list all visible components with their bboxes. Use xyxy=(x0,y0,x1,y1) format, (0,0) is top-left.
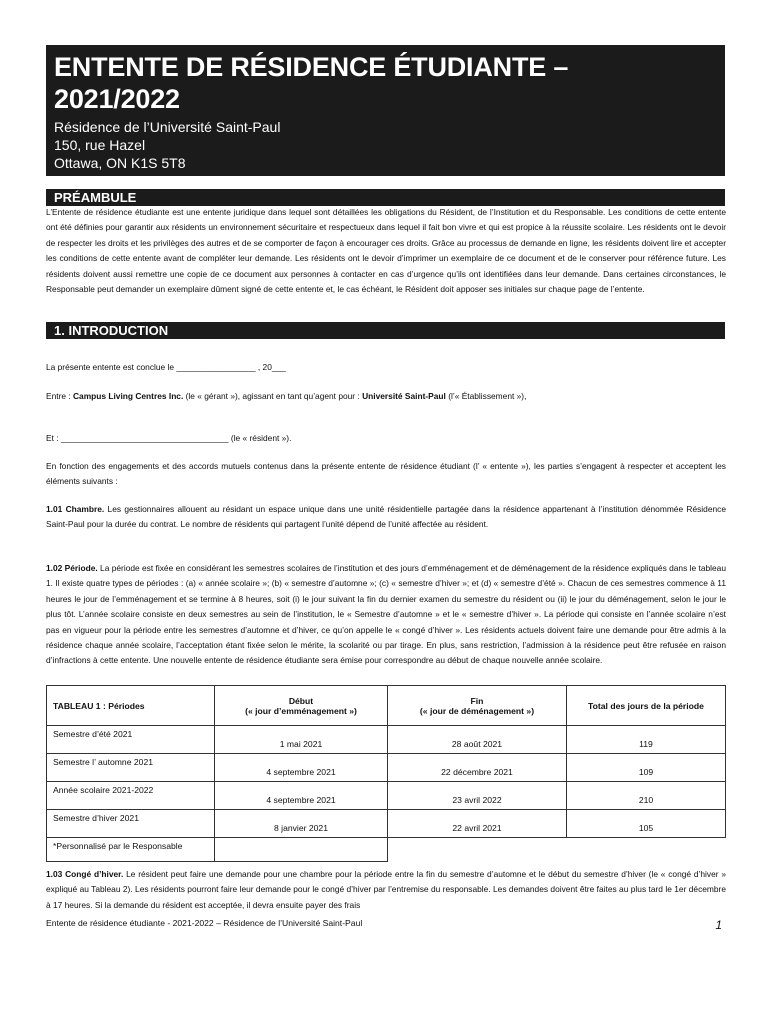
preambule-text: L’Entente de résidence étudiante est une entente juridique dans lequel sont détaillées les obligations du Résident, de l’Institution et du Responsable. Les conditions de cette entente ont été définies pour garantir aux résidents un environnement sécuritaire et respectueux dans lequel il fait bon vivre et qui est propice à la réussite scolaire. Les résidents ont le devoir de respecter les droits et les privilèges des autres et de se comporter de façon à encourager ces droits. Grâce au processus de demande en ligne, les résidents doivent lire et accepter les conditions de cette entente avant de compléter leur demande. Les résidents ont le devoir d’imprimer un exemplaire de ce document et de le conserver pour référence future. Les résidents doivent aussi remettre une copie de ce document aux personnes à contacter en cas d’urgence qu’ils ont identifiées dans leur demande. Dans certaines circonstances, le Responsable peut demander un exemplaire dûment signé de cette entente et, le cas échéant, le Résident doit apposer ses initiales sur chaque page de l’entente. xyxy=(46,207,726,295)
table-header-cell: TABLEAU 1 : Périodes xyxy=(47,686,215,726)
address-line-2: 150, rue Hazel xyxy=(54,137,146,153)
entre-suffix: (l’« Établissement »), xyxy=(445,391,527,401)
table-cell: Semestre l’ automne 2021 xyxy=(47,754,215,782)
entre-prefix: Entre : xyxy=(46,391,73,401)
table-header-cell: Fin (« jour de déménagement ») xyxy=(388,686,567,726)
table-cell: 4 septembre 2021 xyxy=(215,754,388,782)
table-cell: 23 avril 2022 xyxy=(388,782,567,810)
table-cell: 28 août 2021 xyxy=(388,726,567,754)
table-row xyxy=(47,810,726,838)
table-row xyxy=(47,754,726,782)
table-cell: 109 xyxy=(567,754,726,782)
page-footer: Entente de résidence étudiante - 2021-2022 – Résidence de l’Université Saint-Paul xyxy=(46,918,363,928)
entre-university: Université Saint-Paul xyxy=(362,391,446,401)
conclue-line: La présente entente est conclue le _________________ , 20___ xyxy=(46,362,286,372)
table-cell: Semestre d’été 2021 xyxy=(47,726,215,754)
table-cell: 119 xyxy=(567,726,726,754)
preambule-heading: PRÉAMBULE xyxy=(46,189,725,206)
table-cell: 8 janvier 2021 xyxy=(215,810,388,838)
section-102-text: La période est fixée en considérant les semestres scolaires de l’institution et des jours d’emménagement et de déménagement de la résidence expliqués dans le tableau 1. Il existe quatre types de périodes : (a) « année scolaire »; (b) « semestre d’automne »; (c) « semestre d’hiver »; et (d) « semestre d’été ». Chacun de ces semestres commence à 11 heures le jour de l’emménagement et se termine à 8 heures, soit (i) le jour suivant la fin du dernier examen du semestre du résident ou (ii) le jour du déménagement, selon le jour le plus tôt. L’année scolaire consiste en deux semestres au sein de l’institution, le « Semestre d’automne » et le « semestre d’hiver ». La période qui consiste en l’année scolaire n’est pas en vigueur pour la période entre les semestres d’automne et d’hiver, ce qu’on appelle le « congé d’hiver ». Les résidents actuels doivent faire une demande pour être admis à la résidence chaque année scolaire, l’acceptation étant fixée selon le mérite, la scolarité ou par tirage. En plus, sans restriction, l’admission à la résidence peut être refusée en raison d’infractions à cette entente. Une nouvelle entente de résidence étudiante sera émise pour correspondre au début de chaque nouvelle année scolaire. xyxy=(46,563,726,666)
section-102 xyxy=(46,561,726,669)
table-row xyxy=(47,726,726,754)
table-row xyxy=(47,782,726,810)
table-cell: 22 avril 2021 xyxy=(388,810,567,838)
address-line-1: Résidence de l’Université Saint-Paul xyxy=(54,119,281,135)
entre-company: Campus Living Centres Inc. xyxy=(73,391,184,401)
section-103 xyxy=(46,867,726,913)
table-cell xyxy=(215,838,388,862)
en-fonction-paragraph: En fonction des engagements et des accords mutuels contenus dans la présente entente de résidence étudiant (l’ « entente »), les parties s’engagent à respecter et acceptent les éléments suivants : xyxy=(46,461,726,487)
table-cell xyxy=(388,838,567,862)
et-line: Et : ____________________________________ (le « résident »). xyxy=(46,433,292,443)
table-cell: *Personnalisé par le Responsable xyxy=(47,838,215,862)
table-header-cell: Début (« jour d’emménagement ») xyxy=(215,686,388,726)
section-103-text: Le résident peut faire une demande pour une chambre pour la période entre la fin du semestre d’automne et le début du semestre d’hiver (le « congé d’hiver » expliqué au Tableau 2). Les résidents pourront faire leur demande pour le congé d’hiver par l’entremise du responsable. Les demandes doivent être faites au plus tard le 1er décembre à 17 heures. Si la demande du résident est acceptée, il devra ensuite payer des frais xyxy=(46,869,726,910)
address-line-3: Ottawa, ON K1S 5T8 xyxy=(54,155,186,171)
table-header-cell: Total des jours de la période xyxy=(567,686,726,726)
section-103-title: 1.03 Congé d’hiver. xyxy=(46,869,124,879)
table-row xyxy=(47,838,726,862)
page-number: 1 xyxy=(715,918,722,932)
document-header xyxy=(46,45,725,176)
introduction-heading: 1. INTRODUCTION xyxy=(46,322,725,339)
title-line-1: ENTENTE DE RÉSIDENCE ÉTUDIANTE – xyxy=(54,52,569,82)
table-cell: Année scolaire 2021-2022 xyxy=(47,782,215,810)
table-cell: 105 xyxy=(567,810,726,838)
table-header-row xyxy=(47,686,726,726)
table-cell xyxy=(567,838,726,862)
table-cell: 4 septembre 2021 xyxy=(215,782,388,810)
entre-middle: (le « gérant »), agissant en tant qu’agent pour : xyxy=(183,391,363,401)
document-title xyxy=(54,51,568,115)
section-101 xyxy=(46,502,726,533)
entre-line xyxy=(46,389,726,404)
table-cell: 22 décembre 2021 xyxy=(388,754,567,782)
section-101-text: Les gestionnaires allouent au résidant un espace unique dans une unité résidentielle partagée dans la résidence appartenant à l’institution dénommée Résidence Saint-Paul pour la durée du contrat. Le nombre de résidents qui partagent l’unité dépend de l’unité affectée au résident. xyxy=(46,504,726,530)
title-line-2: 2021/2022 xyxy=(54,84,180,114)
table-cell: Semestre d’hiver 2021 xyxy=(47,810,215,838)
table-cell: 210 xyxy=(567,782,726,810)
section-102-title: 1.02 Période. xyxy=(46,563,98,573)
periods-table xyxy=(46,685,726,862)
section-101-title: 1.01 Chambre. xyxy=(46,504,105,514)
table-cell: 1 mai 2021 xyxy=(215,726,388,754)
